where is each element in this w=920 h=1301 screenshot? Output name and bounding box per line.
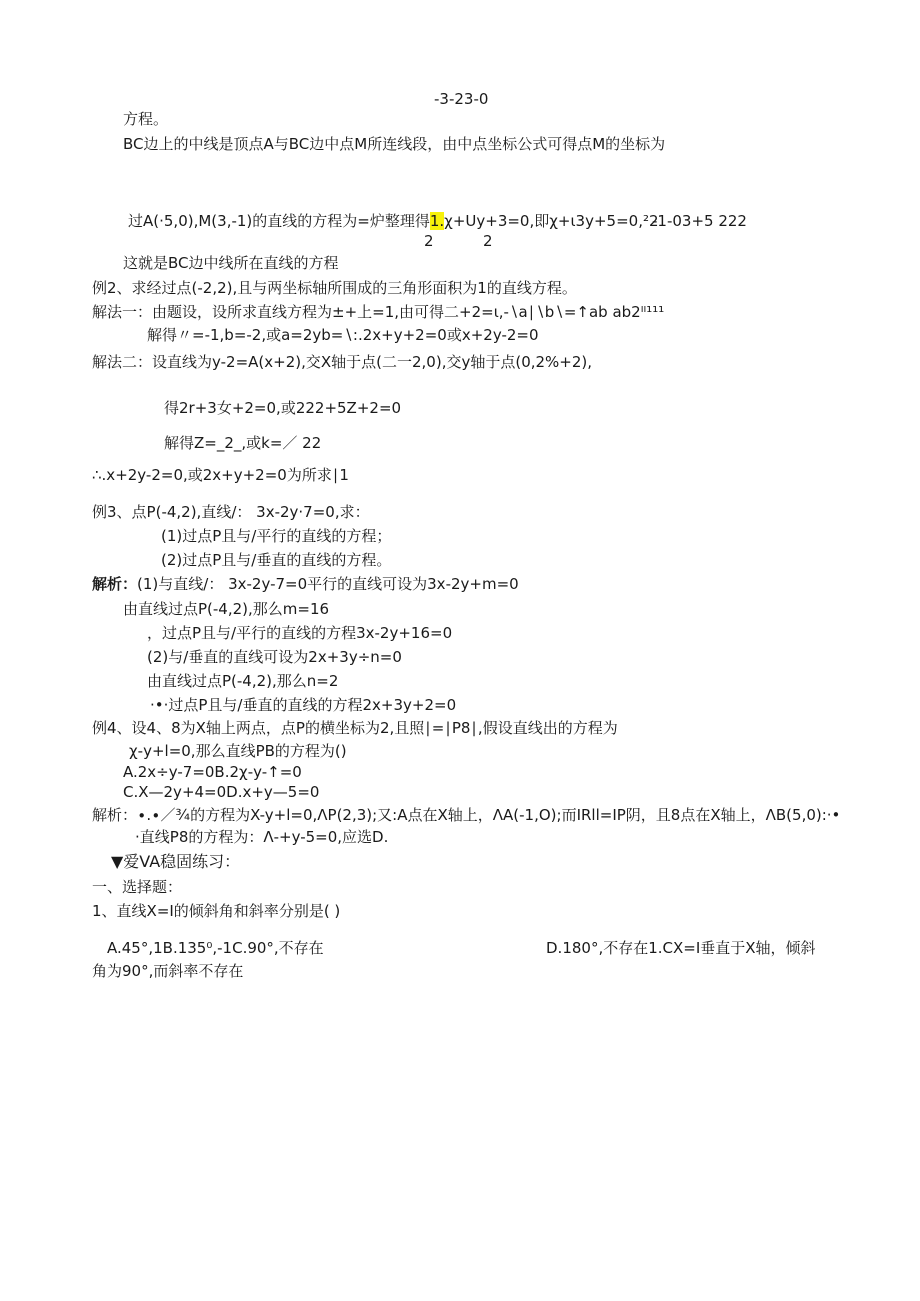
text-line: 方程。 — [123, 110, 169, 128]
fraction-denominator: 2 — [483, 232, 493, 250]
fraction-denominator: 2 — [424, 232, 434, 250]
text-line: 由直线过点P(-4,2),那么n=2 — [147, 672, 339, 690]
equation-text: 过A(·5,0),M(3,-1)的直线的方程为=炉整理得 — [128, 212, 430, 230]
text-line: χ-y+l=0,那么直线PB的方程为() — [129, 742, 347, 760]
analysis-line — [92, 575, 519, 593]
equation-text: χ+Uy+3=0,即χ+ι3y+5=0,²2 — [444, 212, 659, 230]
text-line: 得2r+3女+2=0,或222+5Z+2=0 — [164, 399, 402, 417]
text-line: 解法二：设直线为y-2=A(x+2),交X轴于点(二一2,0),交y轴于点(0,2%+2), — [92, 353, 593, 371]
analysis-text: (1)与直线/： 3x-2y-7=0平行的直线可设为3x-2y+m=0 — [137, 575, 519, 593]
answer-text: 角为90°,而斜率不存在 — [92, 962, 244, 980]
example-heading: 例3、点P(-4,2),直线/： 3x-2y·7=0,求： — [92, 503, 370, 521]
option-line: A.45°,1B.135⁰,-1C.90°,不存在 — [107, 939, 324, 957]
equation-line — [128, 212, 659, 230]
section-heading: ▼爱VA稳固练习： — [111, 852, 241, 871]
text-line: ，过点P且与/平行的直线的方程3x-2y+16=0 — [147, 624, 453, 642]
text-line: (2)与/垂直的直线可设为2x+3y÷n=0 — [147, 648, 402, 666]
text-line: ·•·过点P且与/垂直的直线的方程2x+3y+2=0 — [150, 696, 457, 714]
text-line: 解得〃=-1,b=-2,或a=2yb=∖:.2x+y+2=0或x+2y-2=0 — [147, 326, 539, 344]
text-line: 由直线过点P(-4,2),那么m=16 — [123, 600, 330, 618]
example-heading: 例4、设4、8为X轴上两点，点P的横坐标为2,且照∣=∣P8∣,假设直线出的方程为 — [92, 719, 618, 737]
page-header-number: -3-23-0 — [434, 90, 489, 108]
question-line: 1、直线X=I的倾斜角和斜率分别是( ) — [92, 902, 341, 920]
analysis-label: 解析： — [92, 575, 138, 593]
text-line: (1)过点P且与/平行的直线的方程； — [161, 527, 392, 545]
text-line: 解法一：由题设，设所求直线方程为±+上=1,由可得二+2=ι,-∖a∣∖b∖=↑ab ab2ᴵᴵ¹¹¹ — [92, 303, 665, 321]
text-line: 解得Z=_2_,或k=／ 22 — [164, 434, 322, 452]
section-subheading: 一、选择题： — [92, 878, 183, 896]
example-heading: 例2、求经过点(-2,2),且与两坐标轴所围成的三角形面积为1的直线方程。 — [92, 279, 577, 297]
text-line: BC边上的中线是顶点A与BC边中点M所连线段，由中点坐标公式可得点M的坐标为 — [123, 135, 666, 153]
text-line: ·直线P8的方程为：Λ-+y-5=0,应选D. — [135, 828, 389, 846]
answer-text: D.180°,不存在1.CX=I垂直于X轴，倾斜 — [546, 939, 816, 957]
text-line: 这就是BC边中线所在直线的方程 — [123, 254, 339, 272]
option-line: A.2x÷y-7=0B.2χ-y-↑=0 — [123, 763, 302, 781]
text-line: (2)过点P且与/垂直的直线的方程。 — [161, 551, 392, 569]
text-line: ∴.x+2y-2=0,或2x+y+2=0为所求∣1 — [92, 466, 349, 484]
text-line: 解析：∙.∙／¾的方程为X-y+l=0,ΛP(2,3);又:A点在X轴上，ΛA(-1,O);而IRll=IP阴，且8点在X轴上，ΛB(5,0):·• — [92, 806, 841, 824]
equation-fragment: -1-03+5 222 — [652, 212, 747, 230]
highlighted-text: 1. — [429, 212, 445, 230]
option-line: C.X—2y+4=0D.x+y—5=0 — [123, 783, 320, 801]
